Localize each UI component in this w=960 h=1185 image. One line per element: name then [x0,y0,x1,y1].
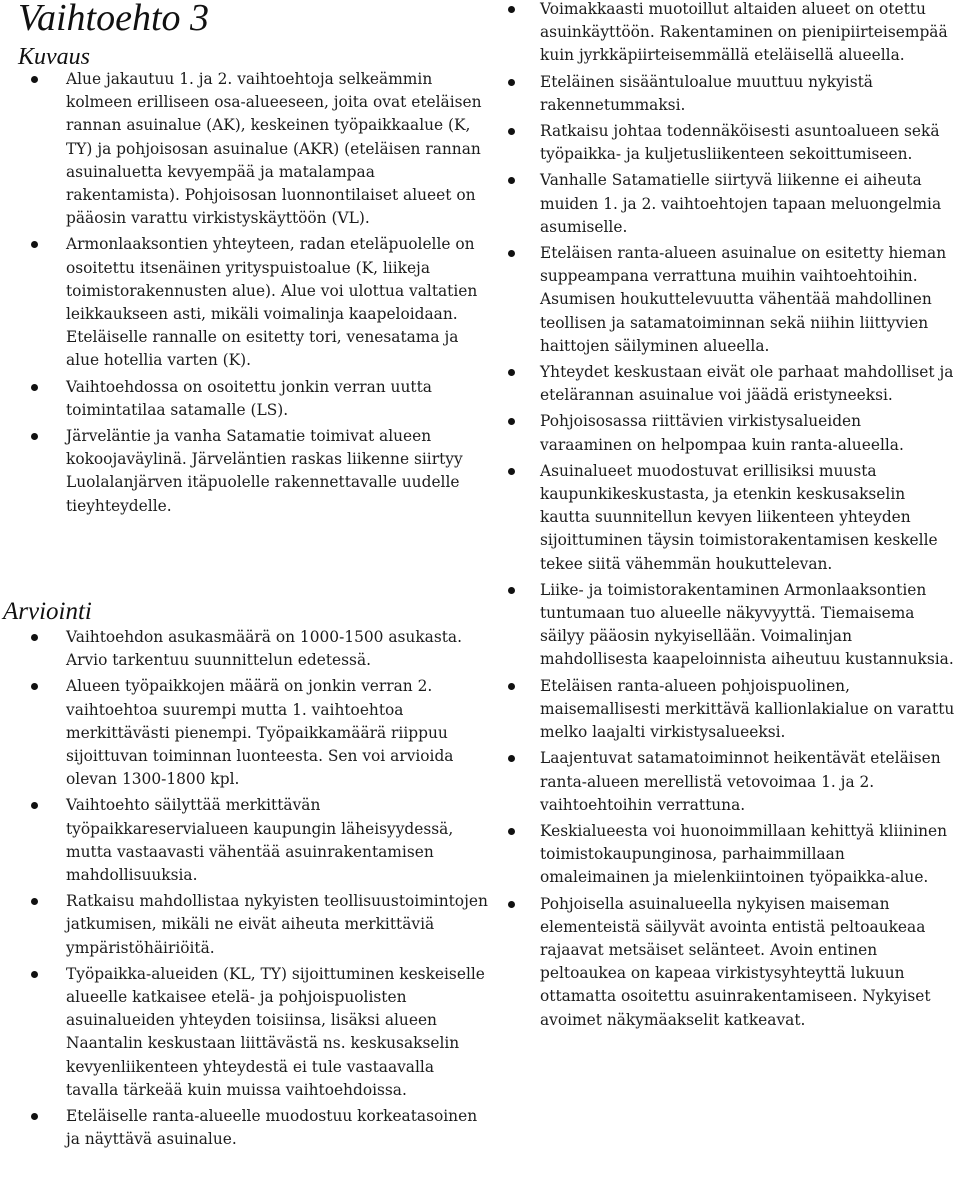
bullet-icon [31,433,38,440]
bullet-icon [508,418,515,425]
list-item [0,890,488,960]
list-item-text: Armonlaaksontien yhteyteen, radan eteläpuolelle on osoitettu itsenäinen yrityspuistoalue (K, liikeja toimistorakennusten alue). Alue voi ulottua valtatien leikkaukseen asti, mikäli voimalinja kaapeloidaan. Eteläiselle rannalle on esitetty tori, venesatama ja alue hotellia varten (K). [66,235,478,370]
list-item-text: Työpaikka-alueiden (KL, TY) sijoittuminen keskeiselle alueelle katkaisee etelä- ja pohjoispuolisten asuinalueiden yhteyden toisiinsa, lisäksi alueen Naantalin keskustaan liittävästä ns. keskusakselin kevyenliikenteen yhteydestä ei tule vastaavalla tavalla tärkeää kuin muissa vaihtoehdoissa. [66,964,485,1099]
list-item [506,0,956,68]
page-title: Vaihtoehto 3 [18,0,210,39]
list-item [0,1105,488,1151]
bullet-icon [508,587,515,594]
list-item-text: Voimakkaasti muotoillut altaiden alueet on otettu asuinkäyttöön. Rakentaminen on pienipiirteisempää kuin jyrkkäpiirteisemmällä eteläisellä alueella. [540,0,948,65]
list-item-text: Vaihtoehdossa on osoitettu jonkin verran uutta toimintatilaa satamalle (LS). [66,377,432,419]
list-item [506,242,956,358]
list-item-text: Ratkaisu johtaa todennäköisesti asuntoalueen sekä työpaikka- ja kuljetusliikenteen sekoittumiseen. [540,122,940,164]
bullet-icon [31,241,38,248]
bullet-icon [31,802,38,809]
bullet-icon [508,683,515,690]
list-item [506,820,956,890]
list-item-text: Eteläisen ranta-alueen pohjoispuolinen, maisemallisesti merkittävä kallionlakialue on varattu melko laajalti virkistysalueeksi. [540,676,955,742]
list-item [0,425,488,518]
bullet-icon [31,971,38,978]
bullet-icon [508,468,515,475]
list-item [506,120,956,166]
list-item [506,460,956,576]
bullet-icon [508,6,515,13]
list-item [0,233,488,372]
list-item-text: Vaihtoehto säilyttää merkittävän työpaikkareservialueen kaupungin läheisyydessä, mutta vastaavasti vähentää asuinrakentamisen mahdollisuuksia. [66,796,454,885]
list-item [0,794,488,887]
list-item-text: Pohjoisella asuinalueella nykyisen maiseman elementeistä säilyvät avointa entistä peltoaukeaa rajaavat metsäiset selänteet. Avoin entinen peltoaukea on kapeaa virkistysyhteyttä lukuun ottamatta osoitettu asuinrakentamiseen. Nykyiset avoimet näkymäakselit katkeavat. [540,894,931,1029]
list-item-text: Asuinalueet muodostuvat erillisiksi muusta kaupunkikeskustasta, ja etenkin keskusakselin kautta suunnitellun kevyen liikenteen yhteyden sijoittuminen täysin toimistorakentamisen keskelle tekee siitä vähemmän houkuttelevan. [540,461,938,573]
kuvaus-heading: Kuvaus [18,44,90,70]
bullet-icon [508,755,515,762]
list-item [506,410,956,456]
bullet-icon [508,828,515,835]
list-item-text: Liike- ja toimistorakentaminen Armonlaaksontien tuntumaan tuo alueelle näkyvyyttä. Tiemaisema säilyy pääosin nykyisellään. Voimalinjan mahdollisesta kaapeloinnista aiheutuu kustannuksia. [540,580,954,669]
list-item-text: Eteläisen ranta-alueen asuinalue on esitetty hieman suppeampana verrattuna muihin vaihtoehtoihin. Asumisen houkuttelevuutta vähentää mahdollinen teollisen ja satamatoiminnan sekä niihin liittyvien haittojen säilyminen alueella. [540,244,947,355]
list-item [506,747,956,817]
list-item-text: Järveläntie ja vanha Satamatie toimivat alueen kokoojaväylinä. Järveläntien raskas liikenne siirtyy Luolalanjärven itäpuolelle rakennettavalle uudelle tieyhteydelle. [66,427,463,515]
bullet-icon [508,177,515,184]
bullet-icon [508,369,515,376]
arviointi-continued-list [506,0,956,1035]
arviointi-list [0,626,488,1154]
list-item-text: Vanhalle Satamatielle siirtyvä liikenne ei aiheuta muiden 1. ja 2. vaihtoehtojen tapaan meluongelmia asumiselle. [540,171,942,236]
list-item-text: Keskialueesta voi huonoimmillaan kehittyä kliininen toimistokaupunginosa, parhaimmillaan omaleimainen ja mielenkiintoinen työpaikka-alue. [540,821,948,887]
list-item-text: Yhteydet keskustaan eivät ole parhaat mahdolliset ja etelärannan asuinalue voi jäädä eristyneeksi. [540,363,954,405]
list-item [0,963,488,1102]
list-item [506,893,956,1032]
arviointi-heading: Arviointi [3,598,92,625]
list-item-text: Laajentuvat satamatoiminnot heikentävät eteläisen ranta-alueen merellistä vetovoimaa 1. ja 2. vaihtoehtoihin verrattuna. [540,749,941,814]
bullet-icon [31,683,38,690]
list-item-text: Eteläinen sisääntuloalue muuttuu nykyistä rakennetummaksi. [540,72,873,114]
kuvaus-list [0,68,488,521]
list-item [506,579,956,672]
bullet-icon [508,128,515,135]
list-item [0,675,488,791]
list-item-text: Pohjoisosassa riittävien virkistysalueiden varaaminen on helpompaa kuin ranta-alueella. [540,412,904,454]
bullet-icon [508,901,515,908]
list-item [0,68,488,230]
bullet-icon [508,250,515,257]
list-item-text: Alue jakautuu 1. ja 2. vaihtoehtoja selkeämmin kolmeen erilliseen osa-alueeseen, joita ovat eteläisen rannan asuinalue (AK), keskeinen työpaikkaalue (K, TY) ja pohjoisosan asuinalue (AKR) (eteläisen rannan asuinaluetta kevyempää ja matalampaa rakentamista). Pohjoisosan luonnontilaiset alueet on pääosin varattu virkistyskäyttöön (VL). [66,70,482,228]
list-item [506,71,956,117]
bullet-icon [31,384,38,391]
bullet-icon [31,76,38,83]
list-item [0,376,488,422]
list-item-text: Eteläiselle ranta-alueelle muodostuu korkeatasoinen ja näyttävä asuinalue. [66,1107,478,1149]
bullet-icon [31,634,38,641]
bullet-icon [31,898,38,905]
list-item [506,361,956,407]
bullet-icon [508,79,515,86]
list-item-text: Ratkaisu mahdollistaa nykyisten teollisuustoimintojen jatkumisen, mikäli ne eivät aiheuta merkittäviä ympäristöhäiriöitä. [66,892,488,957]
list-item-text: Alueen työpaikkojen määrä on jonkin verran 2. vaihtoehtoa suurempi mutta 1. vaihtoehtoa merkittävästi pienempi. Työpaikkamäärä riippuu sijoittuvan toiminnan luonteesta. Sen voi arvioida olevan 1300-1800 kpl. [66,677,454,789]
list-item-text: Vaihtoehdon asukasmäärä on 1000-1500 asukasta. Arvio tarkentuu suunnittelun edetessä. [66,628,462,670]
bullet-icon [31,1113,38,1120]
list-item [0,626,488,672]
list-item [506,169,956,239]
list-item [506,675,956,745]
